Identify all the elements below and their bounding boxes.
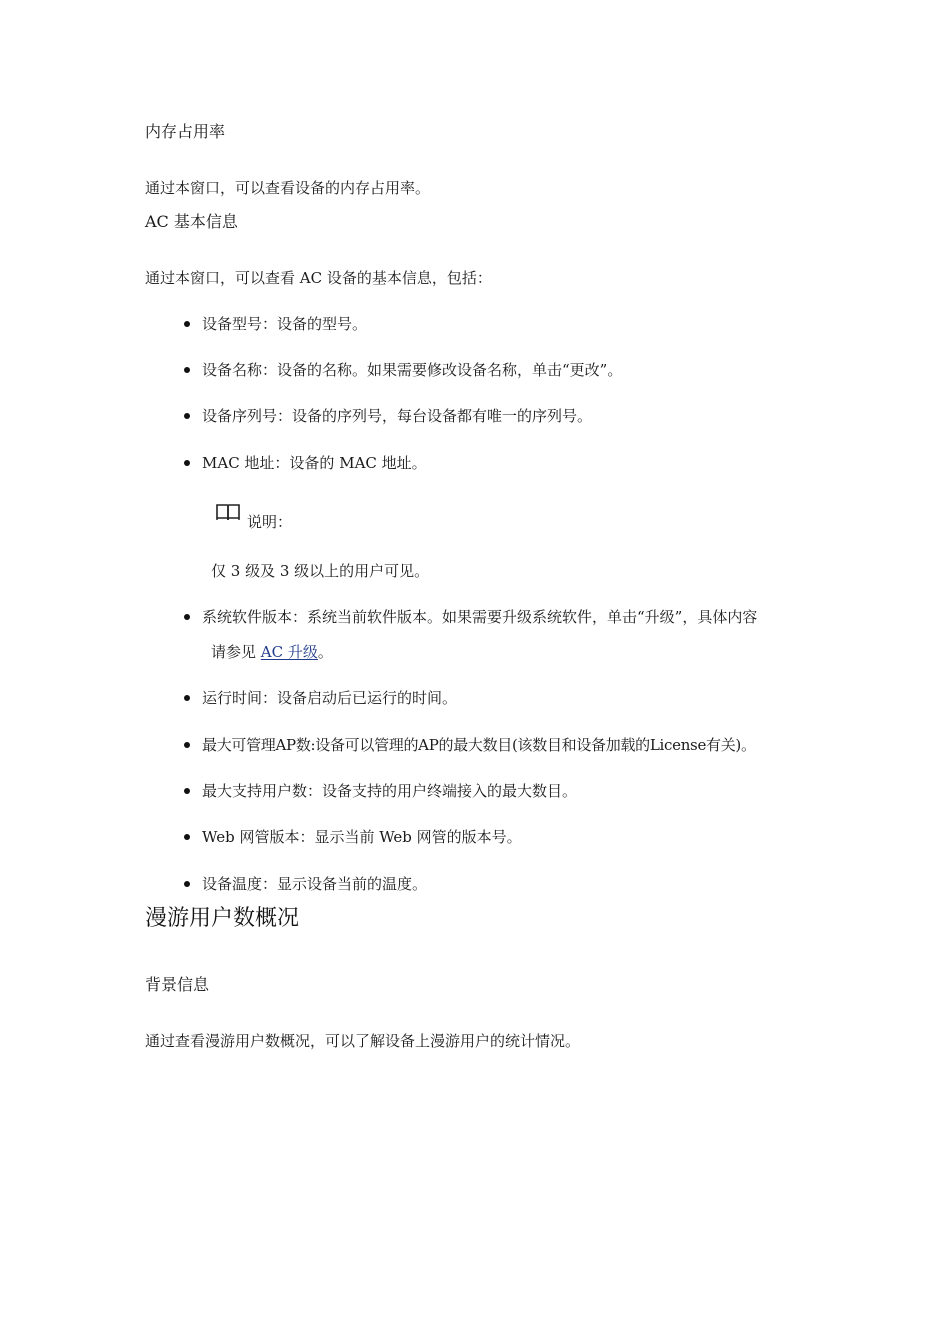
bullet-marker bbox=[184, 614, 190, 620]
bullet-marker bbox=[184, 321, 190, 327]
memory-description: 通过本窗口，可以查看设备的内存占用率。 bbox=[145, 179, 431, 197]
ac-basic-info-description: 通过本窗口，可以查看 AC 设备的基本信息，包括： bbox=[145, 269, 492, 287]
bullet-marker bbox=[184, 460, 190, 466]
note-text: 仅 3 级及 3 级以上的用户可见。 bbox=[211, 562, 430, 580]
bullet-marker bbox=[184, 695, 190, 701]
list-item-uptime: 运行时间：设备启动后已运行的时间。 bbox=[202, 689, 458, 707]
list-item-web-version: Web 网管版本：显示当前 Web 网管的版本号。 bbox=[202, 828, 522, 846]
list-item-mac-address: MAC 地址：设备的 MAC 地址。 bbox=[202, 454, 427, 472]
section-title-memory: 内存占用率 bbox=[145, 122, 226, 141]
see-also-prefix: 请参见 bbox=[211, 643, 257, 661]
list-item-device-model: 设备型号：设备的型号。 bbox=[202, 315, 368, 333]
list-item-device-serial: 设备序列号：设备的序列号，每台设备都有唯一的序列号。 bbox=[202, 407, 593, 425]
note-label: 说明： bbox=[247, 513, 293, 531]
section-title-background: 背景信息 bbox=[145, 975, 210, 994]
book-icon bbox=[215, 502, 241, 522]
section-title-ac-basic-info: AC 基本信息 bbox=[145, 212, 238, 231]
list-item-device-name: 设备名称：设备的名称。如果需要修改设备名称，单击“更改”。 bbox=[202, 361, 623, 379]
section-title-roaming-users: 漫游用户数概况 bbox=[145, 906, 300, 931]
bullet-marker bbox=[184, 742, 190, 748]
bullet-marker bbox=[184, 413, 190, 419]
list-item-software-version-cont bbox=[211, 642, 333, 662]
bullet-marker bbox=[184, 367, 190, 373]
see-also-suffix: 。 bbox=[317, 643, 333, 661]
background-description: 通过查看漫游用户数概况，可以了解设备上漫游用户的统计情况。 bbox=[145, 1032, 581, 1050]
list-item-temperature: 设备温度：显示设备当前的温度。 bbox=[202, 875, 428, 893]
bullet-marker bbox=[184, 881, 190, 887]
bullet-marker bbox=[184, 834, 190, 840]
list-item-software-version: 系统软件版本：系统当前软件版本。如果需要升级系统软件，单击“升级”，具体内容 bbox=[202, 608, 758, 626]
list-item-max-users: 最大支持用户数：设备支持的用户终端接入的最大数目。 bbox=[202, 782, 578, 800]
list-item-max-ap: 最大可管理AP数:设备可以管理的AP的最大数目(该数目和设备加载的License有关)。 bbox=[202, 736, 756, 754]
bullet-marker bbox=[184, 788, 190, 794]
ac-upgrade-link[interactable]: AC 升级 bbox=[260, 643, 318, 661]
